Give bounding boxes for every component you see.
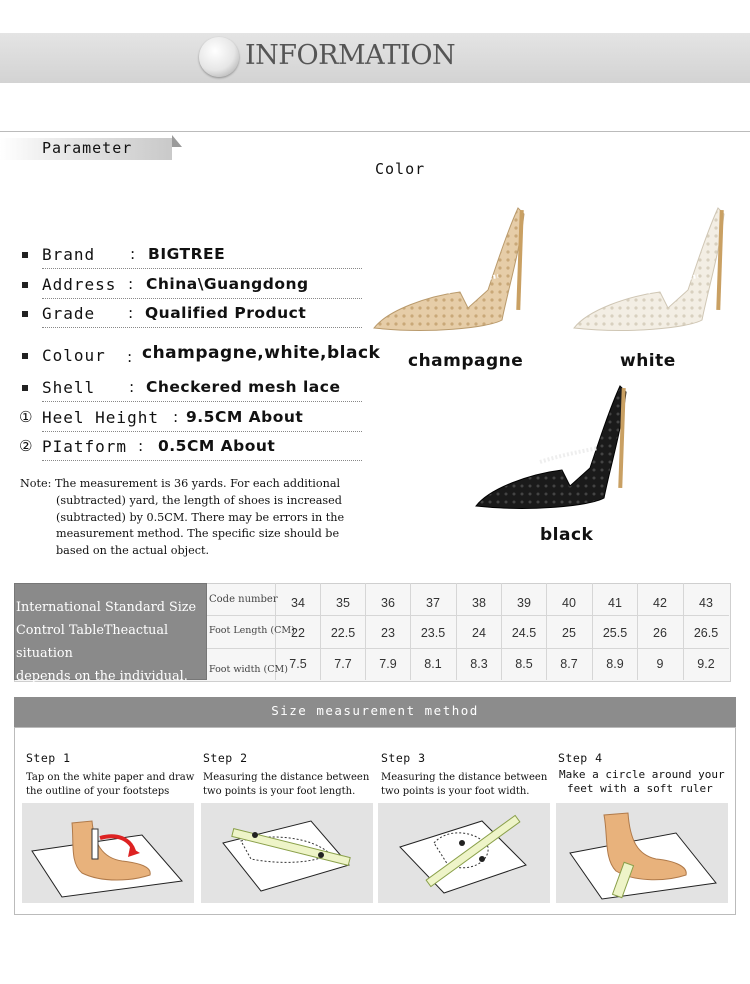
table-cell: 8.3 — [470, 657, 488, 671]
step-description — [381, 771, 547, 799]
step-desc-line: the outline of your footsteps — [26, 786, 170, 797]
spec-sep: : — [138, 437, 144, 455]
table-cell: 25 — [562, 626, 576, 640]
dotted-line — [42, 401, 362, 402]
note-line: measurement method. The specific size should be — [56, 527, 340, 541]
bullet-icon — [22, 282, 28, 288]
spec-key: Colour — [42, 346, 106, 365]
spec-row-platform — [19, 437, 362, 459]
foot-width-ruler-icon — [378, 803, 550, 903]
size-table-side-text — [16, 596, 206, 688]
step-desc-line: Tap on the white paper and draw — [26, 772, 195, 783]
table-divider — [207, 615, 729, 616]
step-title: Step 3 — [381, 751, 426, 765]
spec-sep: : — [128, 304, 134, 322]
table-cell: 8.1 — [424, 657, 442, 671]
table-cell: 24 — [472, 626, 486, 640]
note-line: based on the actual object. — [56, 544, 210, 558]
spec-sep: : — [128, 275, 134, 293]
measurement-note — [20, 476, 380, 560]
table-cell: 23.5 — [420, 626, 446, 640]
table-cell: 25.5 — [602, 626, 628, 640]
table-cell: 37 — [426, 596, 440, 610]
white-shoe-image — [568, 200, 738, 340]
table-cell: 40 — [562, 596, 576, 610]
note-line: Note: The measurement is 36 yards. For each additional — [20, 477, 341, 490]
measurement-title: Size measurement method — [271, 703, 479, 718]
caption-black: black — [540, 525, 594, 545]
spec-sep: : — [129, 378, 135, 396]
spec-key: Grade — [42, 304, 96, 323]
bullet-icon — [22, 252, 28, 258]
bullet-icon — [22, 353, 28, 359]
table-divider — [207, 648, 729, 649]
banner-circle-icon — [199, 37, 239, 77]
spec-key: Heel Height — [42, 408, 159, 427]
champagne-shoe-image — [368, 200, 538, 340]
table-cell: 9.2 — [697, 657, 715, 671]
step-title: Step 1 — [26, 751, 71, 765]
side-text-line: Control TableTheactual situation — [16, 623, 169, 661]
table-cell: 36 — [381, 596, 395, 610]
parameter-label: Parameter — [42, 139, 133, 157]
table-cell: 39 — [517, 596, 531, 610]
step-title: Step 4 — [558, 751, 603, 765]
circled-two-marker: ② — [19, 437, 33, 455]
step-title: Step 2 — [203, 751, 248, 765]
bullet-icon — [22, 311, 28, 317]
section-divider — [0, 131, 750, 132]
color-label: Color — [375, 160, 426, 178]
dotted-line — [42, 298, 362, 299]
spec-sep: : — [127, 348, 133, 366]
spec-value: Checkered mesh lace — [146, 378, 341, 396]
table-cell: 22 — [291, 626, 305, 640]
table-cell: 26.5 — [693, 626, 719, 640]
table-cell: 22.5 — [330, 626, 356, 640]
step-description — [203, 771, 369, 799]
spec-row-brand — [22, 245, 362, 267]
step-description — [26, 771, 194, 799]
foot-length-ruler-icon — [201, 803, 373, 903]
spec-sep: : — [173, 408, 179, 426]
table-cell: 35 — [336, 596, 350, 610]
table-cell: 8.7 — [560, 657, 578, 671]
table-cell: 42 — [653, 596, 667, 610]
step-1-illustration — [22, 803, 194, 903]
spec-value: 9.5CM About — [186, 408, 304, 426]
table-cell: 9 — [656, 657, 664, 671]
side-text-line: International Standard Size — [16, 600, 197, 615]
table-cell: 7.9 — [379, 657, 397, 671]
step-2-illustration — [201, 803, 373, 903]
table-cell: 8.9 — [606, 657, 624, 671]
row-label-foot-width: Foot width (CM) — [209, 664, 288, 675]
spec-value: Qualified Product — [145, 304, 307, 322]
step-desc-line: two points is your foot width. — [381, 786, 530, 797]
step-desc-line: two points is your foot length. — [203, 786, 356, 797]
foot-circumference-icon — [556, 803, 728, 903]
dotted-line — [42, 431, 362, 432]
row-label-foot-length: Foot Length (CM) — [209, 625, 295, 636]
table-cell: 8.5 — [515, 657, 533, 671]
step-desc-line: feet with a soft ruler — [567, 782, 713, 795]
step-3-illustration — [378, 803, 550, 903]
spec-key: Brand — [42, 245, 96, 264]
spec-value: China\Guangdong — [146, 275, 309, 293]
spec-key: Shell — [42, 378, 96, 397]
spec-row-colour — [22, 343, 381, 368]
parameter-tab-fold — [172, 135, 182, 147]
step-desc-line: Make a circle around your — [559, 768, 725, 781]
black-shoe-image — [470, 378, 640, 518]
spec-row-grade — [22, 304, 362, 326]
banner-title: INFORMATION — [245, 40, 456, 71]
dotted-line — [42, 460, 362, 461]
step-desc-line: Measuring the distance between — [381, 772, 548, 783]
table-cell: 7.5 — [289, 657, 307, 671]
dotted-line — [42, 327, 362, 328]
table-cell: 38 — [472, 596, 486, 610]
step-description — [559, 768, 725, 796]
caption-champagne: champagne — [408, 351, 524, 371]
table-cell: 41 — [608, 596, 622, 610]
bullet-icon — [22, 385, 28, 391]
table-cell: 43 — [699, 596, 713, 610]
table-cell: 34 — [291, 596, 305, 610]
table-cell: 23 — [381, 626, 395, 640]
spec-row-heel-height — [19, 408, 362, 430]
spec-row-shell — [22, 378, 362, 400]
spec-value: 0.5CM About — [158, 437, 276, 455]
spec-key: PIatform — [42, 437, 128, 456]
table-cell: 24.5 — [511, 626, 537, 640]
spec-key: Address — [42, 275, 117, 294]
step-4-illustration — [556, 803, 728, 903]
circled-one-marker: ① — [19, 408, 33, 426]
table-cell: 7.7 — [334, 657, 352, 671]
spec-sep: : — [130, 245, 136, 263]
side-text-line: depends on the individual. — [16, 669, 188, 684]
note-line: (subtracted) yard, the length of shoes is increased — [56, 493, 342, 507]
foot-on-paper-icon — [22, 803, 194, 903]
spec-value: BIGTREE — [148, 245, 226, 263]
table-cell: 26 — [653, 626, 667, 640]
dotted-line — [42, 268, 362, 269]
note-line: (subtracted) by 0.5CM. There may be errors in the — [56, 510, 345, 524]
spec-value: champagne,white,black — [142, 343, 381, 363]
row-label-code-number: Code number — [209, 594, 278, 605]
step-desc-line: Measuring the distance between — [203, 772, 370, 783]
caption-white: white — [620, 351, 676, 371]
spec-row-address — [22, 275, 362, 297]
